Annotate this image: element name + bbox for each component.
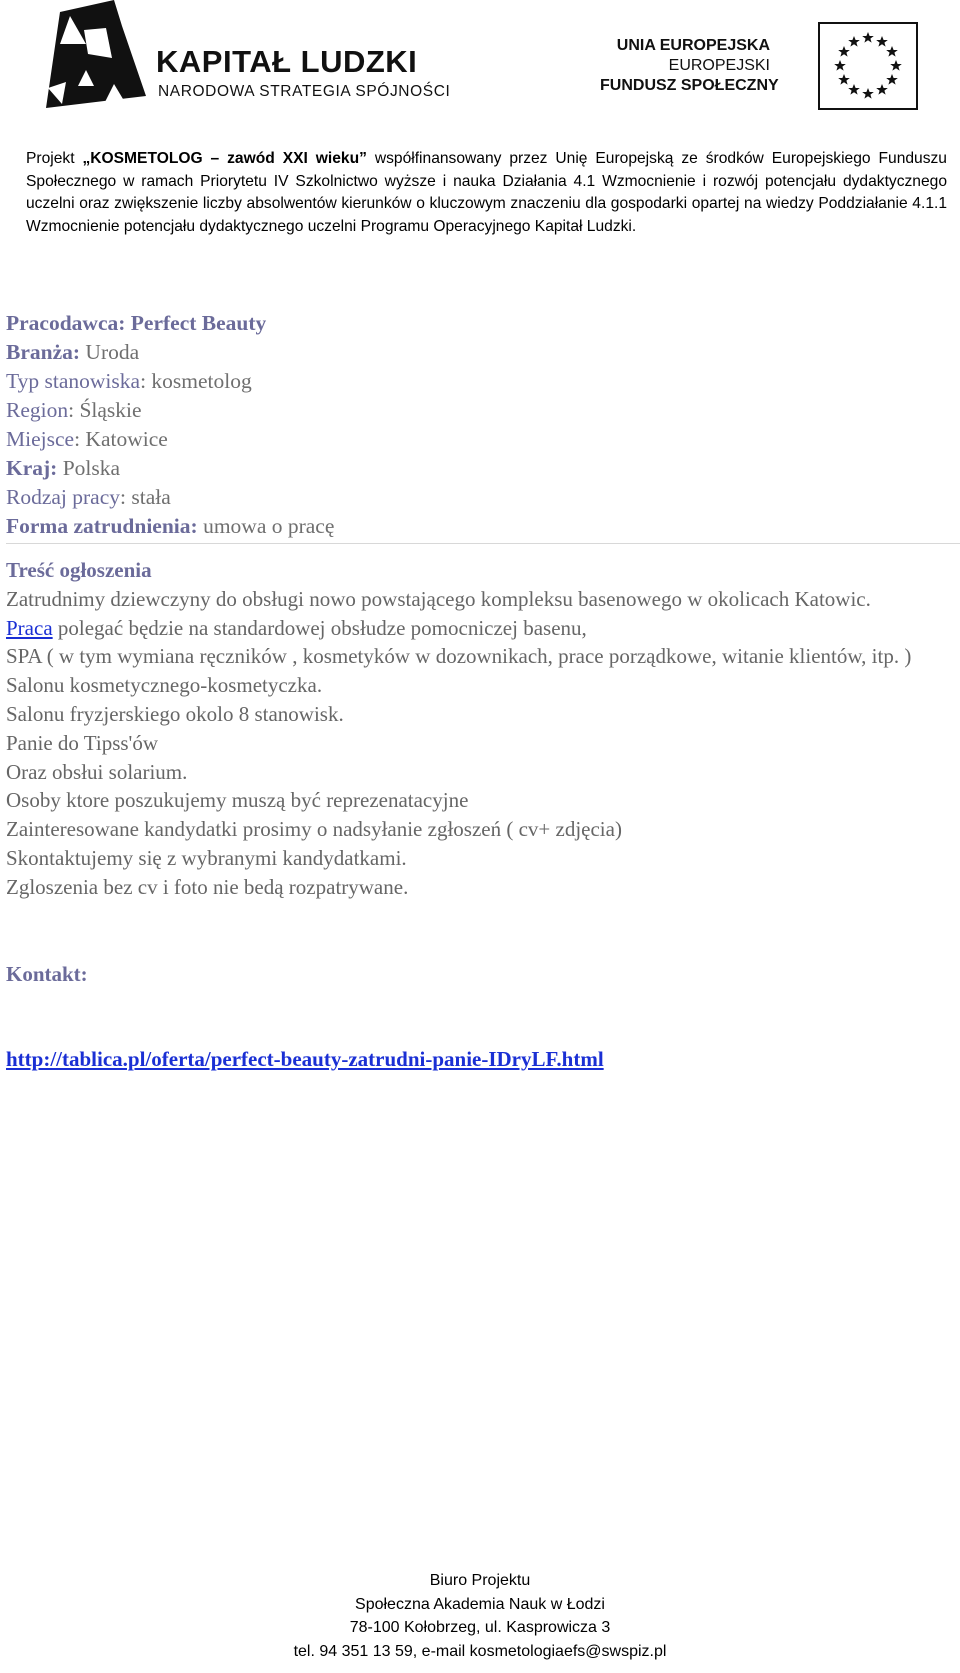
- eu-logo-line3: FUNDUSZ SPOŁECZNY: [600, 77, 779, 94]
- offer-line-3: SPA ( w tym wymiana ręczników , kosmetyków w dozownikach, prace porządkowe, witanie klientów, itp. ) Salonu kosmetycznego-kosmetyczka.: [6, 644, 912, 698]
- project-name: „KOSMETOLOG – zawód XXI wieku”: [82, 150, 367, 167]
- footer-line-4: tel. 94 351 13 59, e-mail kosmetologiaefs@swspiz.pl: [293, 1642, 667, 1660]
- offer-field-label: Region: [6, 398, 69, 422]
- offer-field-label: Miejsce: [6, 427, 75, 451]
- offer-field: [6, 338, 946, 367]
- kapital-ludzki-logo: [26, 0, 456, 110]
- offer-field: [6, 512, 946, 541]
- offer-line-2-text: polegać będzie na standardowej obsłudze pomocniczej basenu,: [52, 615, 587, 640]
- offer-field-label: Branża:: [6, 340, 81, 364]
- offer-field-value: umowa o pracę: [197, 514, 335, 538]
- offer-field-value: Uroda: [80, 340, 140, 364]
- offer-field: [6, 425, 946, 454]
- footer-line-1: Biuro Projektu: [429, 1572, 531, 1589]
- offer-field-label: Pracodawca: Perfect Beauty: [6, 311, 267, 335]
- offer-line-8: Zainteresowane kandydatki prosimy o nadsyłanie zgłoszeń ( cv+ zdjęcia): [6, 817, 622, 842]
- offer-url-link[interactable]: http://tablica.pl/oferta/perfect-beauty-zatrudni-panie-IDryLF.html: [6, 1047, 604, 1071]
- offer-line-1: Zatrudnimy dziewczyny do obsługi nowo powstającego kompleksu basenowego w okolicach Katowic.: [6, 586, 871, 611]
- footer-line-3: 78-100 Kołobrzeg, ul. Kasprowicza 3: [349, 1619, 611, 1637]
- offer-field: [6, 396, 946, 425]
- offer-line-5: Panie do Tipss'ów: [6, 730, 158, 755]
- offer-field-value: : kosmetolog: [140, 369, 252, 393]
- offer-field-label: Rodzaj pracy: [6, 485, 121, 509]
- contact-label: Kontakt:: [6, 962, 88, 986]
- offer-fields: [6, 309, 946, 541]
- footer-line-2: Społeczna Akademia Nauk w Łodzi: [355, 1595, 605, 1613]
- kapital-ludzki-emblem-icon: [26, 0, 156, 110]
- offer-line-6: Oraz obsłui solarium.: [6, 759, 188, 784]
- offer-field-value: Polska: [57, 456, 121, 480]
- offer-field: [6, 483, 946, 512]
- divider: [6, 543, 960, 544]
- offer-line-7: Osoby ktore poszukujemy muszą być reprezenatacyjne: [6, 788, 469, 813]
- offer-field-value: : Katowice: [74, 427, 168, 451]
- kapital-ludzki-subtitle: NARODOWA STRATEGIA SPÓJNOŚCI: [158, 83, 451, 100]
- offer-field: [6, 454, 946, 483]
- offer-line-4: Salonu fryzjerskiego okolo 8 stanowisk.: [6, 701, 344, 726]
- offer-field: [6, 309, 946, 338]
- offer-line-10: Zgloszenia bez cv i foto nie bedą rozpatrywane.: [6, 874, 409, 899]
- kapital-ludzki-title: KAPITAŁ LUDZKI: [156, 44, 418, 79]
- offer-field-value: : Śląskie: [68, 398, 142, 422]
- offer-field-label: Typ stanowiska: [6, 369, 141, 393]
- project-intro: [26, 148, 947, 238]
- intro-prefix: Projekt: [26, 150, 83, 167]
- footer: [0, 1569, 960, 1663]
- offer-field-label: Forma zatrudnienia:: [6, 514, 198, 538]
- work-link[interactable]: Praca: [6, 615, 53, 640]
- offer-field-label: Kraj:: [6, 456, 58, 480]
- offer-line-9: Skontaktujemy się z wybranymi kandydatkami.: [6, 845, 407, 870]
- offer-field: [6, 367, 946, 396]
- eu-logo-line2: EUROPEJSKI: [668, 57, 770, 74]
- offer-content-heading: Treść ogłoszenia: [6, 558, 152, 582]
- eu-logo: [600, 18, 920, 113]
- offer-line-2: [6, 614, 956, 643]
- eu-logo-line1: UNIA EUROPEJSKA: [616, 37, 770, 54]
- eu-flag-icon: [818, 22, 918, 112]
- offer-field-value: : stała: [120, 485, 171, 509]
- offer-body: [6, 556, 956, 902]
- intro-text: współfinansowany przez Unię Europejską ze środków Europejskiego Funduszu Społecznego w ramach Priorytetu IV Szkolnictwo wyższe i nauka Działania 4.1 Wzmocnienie i rozwój potencjału dydaktycznego uczelni oraz zwiększenie liczby absolwentów kierunków o kluczowym znaczeniu dla gospodarki opartej na wiedzy Poddziałanie 4.1.1 Wzmocnienie potencjału dydaktycznego uczelni Programu Operacyjnego Kapitał Ludzki.: [26, 150, 947, 235]
